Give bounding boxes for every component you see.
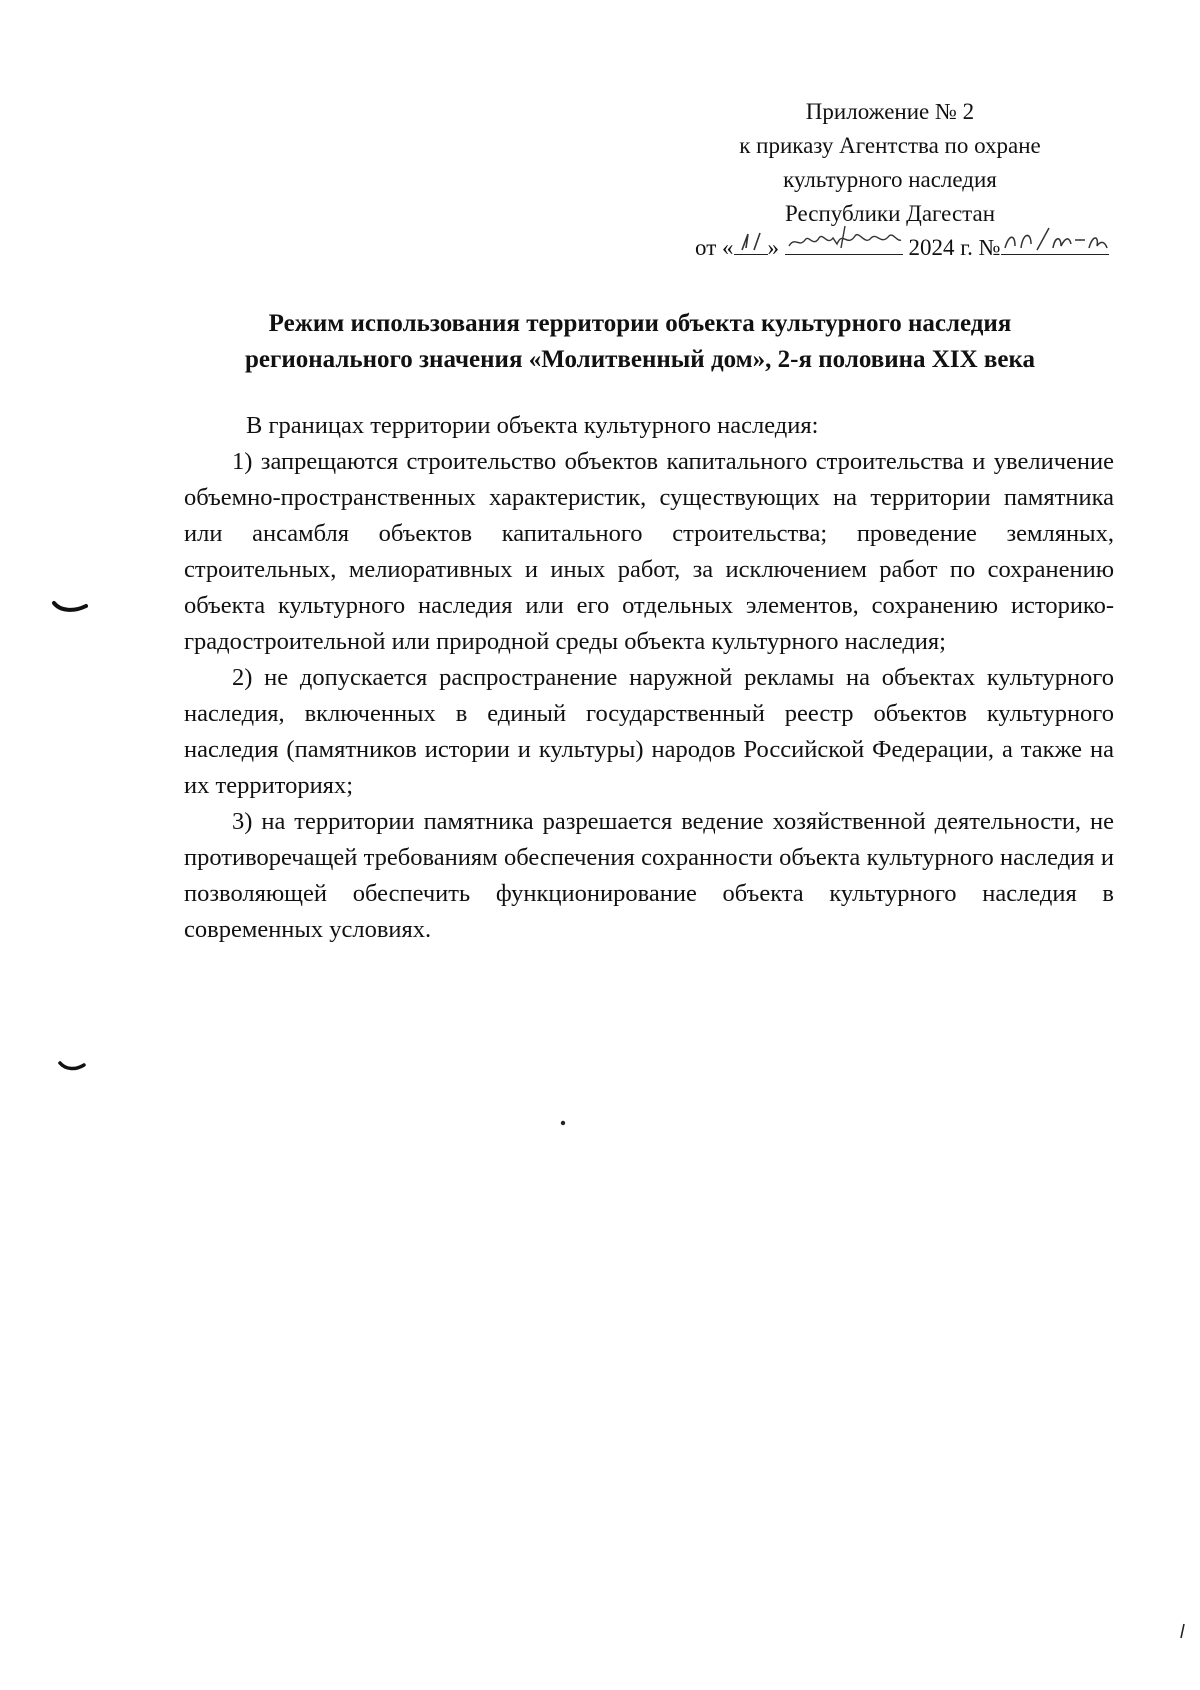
order-date-line [695, 231, 1080, 265]
appendix-header [695, 95, 1080, 265]
appendix-title: Приложение № 2 [805, 99, 975, 124]
document-title [160, 306, 1120, 378]
appendix-order-line: к приказу Агентства по охране [739, 133, 1041, 158]
handwritten-order-number [1001, 232, 1109, 255]
punch-hole-mark [52, 600, 88, 614]
appendix-republic-line: Республики Дагестан [785, 201, 995, 226]
date-mid: » [767, 235, 779, 260]
title-line-2: регионального значения «Молитвенный дом», 2-я половина XIX века [244, 346, 1035, 373]
number-prefix: № [978, 235, 1001, 260]
handwritten-month [785, 232, 903, 255]
document-body [184, 408, 1114, 948]
speck-mark [560, 1120, 566, 1126]
body-item-1: 1) запрещаются строительство объектов капитального строительства и увеличение объемно-пространственных характеристик, существующих на территории памятника или ансамбля объектов капитального строительства; проведение земляных, строительных, мелиоративных и иных работ, за исключением работ по сохранению объекта культурного наследия или его отдельных элементов, сохранению историко-градостроительной или природной среды объекта культурного наследия; [184, 448, 1114, 655]
body-lead: В границах территории объекта культурного наследия: [246, 412, 819, 439]
body-item-3: 3) на территории памятника разрешается ведение хозяйственной деятельности, не противоречащей требованиям обеспечения сохранности объекта культурного наследия и позволяющей обеспечить функционирование объекта культурного наследия в современных условиях. [184, 808, 1114, 943]
punch-hole-mark [58, 1060, 86, 1072]
edge-mark [1178, 1622, 1186, 1640]
title-line-1: Режим использования территории объекта культурного наследия [268, 310, 1012, 337]
appendix-heritage-line: культурного наследия [783, 167, 997, 192]
handwritten-day [734, 232, 768, 255]
body-item-2: 2) не допускается распространение наружной рекламы на объектах культурного наследия, включенных в единый государственный реестр объектов культурного наследия (памятников истории и культуры) народов Российской Федерации, а также на их территориях; [184, 664, 1114, 799]
date-prefix: от « [695, 235, 734, 260]
date-year: 2024 г. [908, 235, 973, 260]
